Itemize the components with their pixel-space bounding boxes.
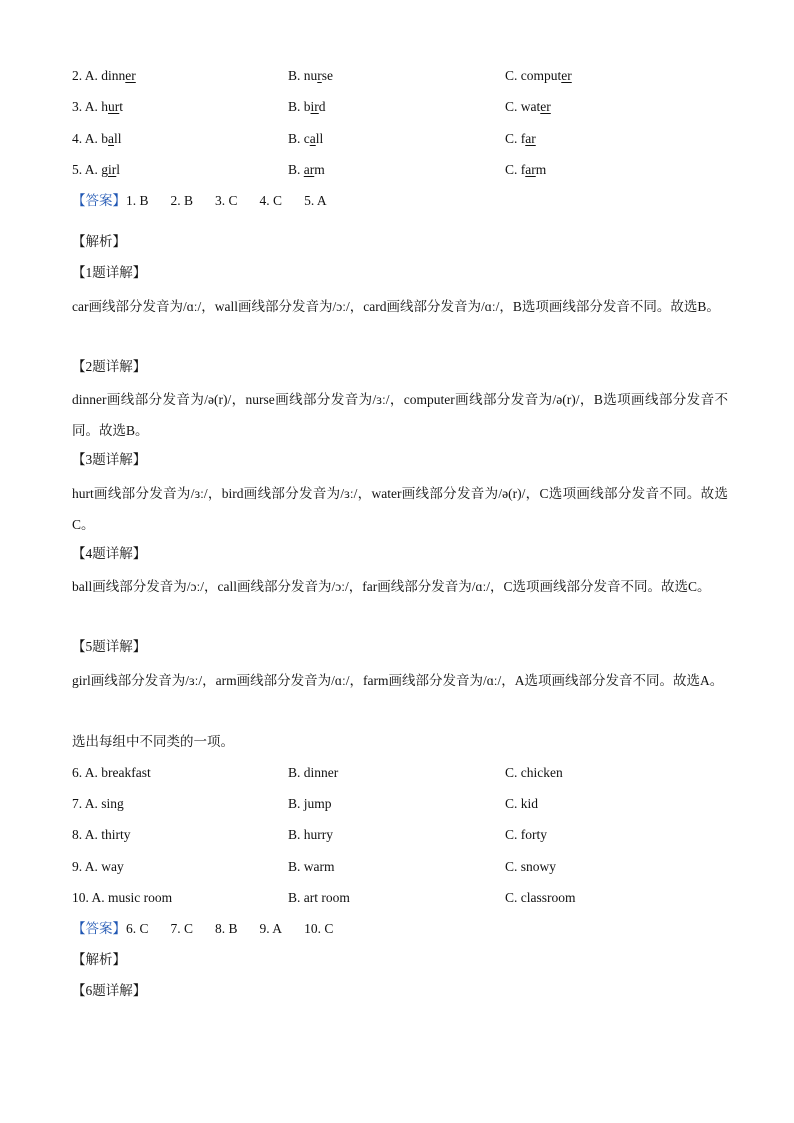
- detail-title: 【2题详解】: [72, 359, 147, 374]
- answer-label: 【答案】: [72, 193, 126, 208]
- option-c: C. classroom: [505, 890, 576, 905]
- answer-item: 5. A: [304, 193, 327, 208]
- answer-label: 【答案】: [72, 921, 126, 936]
- detail-title: 【4题详解】: [72, 546, 147, 561]
- detail-text: car画线部分发音为/ɑː/，wall画线部分发音为/ɔː/，card画线部分发音为/ɑː/，B选项画线部分发音不同。故选B。: [72, 299, 720, 314]
- option-c: C. snowy: [505, 859, 557, 874]
- option-c: C. far: [505, 131, 536, 146]
- answer-item: 2. B: [170, 193, 194, 208]
- detail-title: 【1题详解】: [72, 265, 147, 280]
- option-a: 10. A. music room: [72, 890, 173, 905]
- option-c: C. forty: [505, 827, 547, 842]
- option-b: B. dinner: [288, 765, 339, 780]
- option-b: B. hurry: [288, 827, 333, 842]
- answer-item: 10. C: [304, 921, 334, 936]
- answer-item: 4. C: [259, 193, 283, 208]
- answer-item: 6. C: [126, 921, 149, 936]
- option-c: C. kid: [505, 796, 539, 811]
- section-instruction: 选出每组中不同类的一项。: [72, 734, 234, 749]
- option-b: B. bird: [288, 99, 326, 114]
- option-b: B. call: [288, 131, 324, 146]
- option-a: 6. A. breakfast: [72, 765, 151, 780]
- option-c: C. water: [505, 99, 551, 114]
- option-a: 2. A. dinner: [72, 68, 136, 83]
- option-b: B. arm: [288, 162, 325, 177]
- option-a: 8. A. thirty: [72, 827, 131, 842]
- detail-title: 【6题详解】: [72, 983, 147, 998]
- answer-item: 1. B: [126, 193, 149, 208]
- answer-item: 3. C: [215, 193, 238, 208]
- detail-text: dinner画线部分发音为/ə(r)/，nurse画线部分发音为/ɜː/，computer画线部分发音为/ə(r)/，B选项画线部分发音不同。故选B。: [72, 392, 728, 438]
- option-c: C. farm: [505, 162, 547, 177]
- detail-text: ball画线部分发音为/ɔː/，call画线部分发音为/ɔː/，far画线部分发音为/ɑː/，C选项画线部分发音不同。故选C。: [72, 579, 711, 594]
- option-a: 4. A. ball: [72, 131, 122, 146]
- option-b: B. jump: [288, 796, 332, 811]
- detail-text: hurt画线部分发音为/ɜː/，bird画线部分发音为/ɜː/，water画线部分发音为/ə(r)/，C选项画线部分发音不同。故选C。: [72, 486, 728, 532]
- answer-item: 9. A: [259, 921, 283, 936]
- option-b: B. warm: [288, 859, 335, 874]
- answer-item: 8. B: [215, 921, 238, 936]
- option-b: B. art room: [288, 890, 350, 905]
- option-c: C. chicken: [505, 765, 563, 780]
- analysis-heading: 【解析】: [72, 234, 126, 249]
- option-b: B. nurse: [288, 68, 334, 83]
- answer-item: 7. C: [170, 921, 194, 936]
- option-a: 9. A. way: [72, 859, 124, 874]
- option-a: 3. A. hurt: [72, 99, 124, 114]
- detail-text: girl画线部分发音为/ɜː/，arm画线部分发音为/ɑː/，farm画线部分发音为/ɑː/，A选项画线部分发音不同。故选A。: [72, 673, 724, 688]
- answer-line: [72, 919, 333, 939]
- option-a: 7. A. sing: [72, 796, 124, 811]
- detail-title: 【3题详解】: [72, 452, 147, 467]
- detail-title: 【5题详解】: [72, 639, 147, 654]
- answer-line: [72, 191, 327, 211]
- option-c: C. computer: [505, 68, 572, 83]
- analysis-heading: 【解析】: [72, 952, 126, 967]
- option-a: 5. A. girl: [72, 162, 121, 177]
